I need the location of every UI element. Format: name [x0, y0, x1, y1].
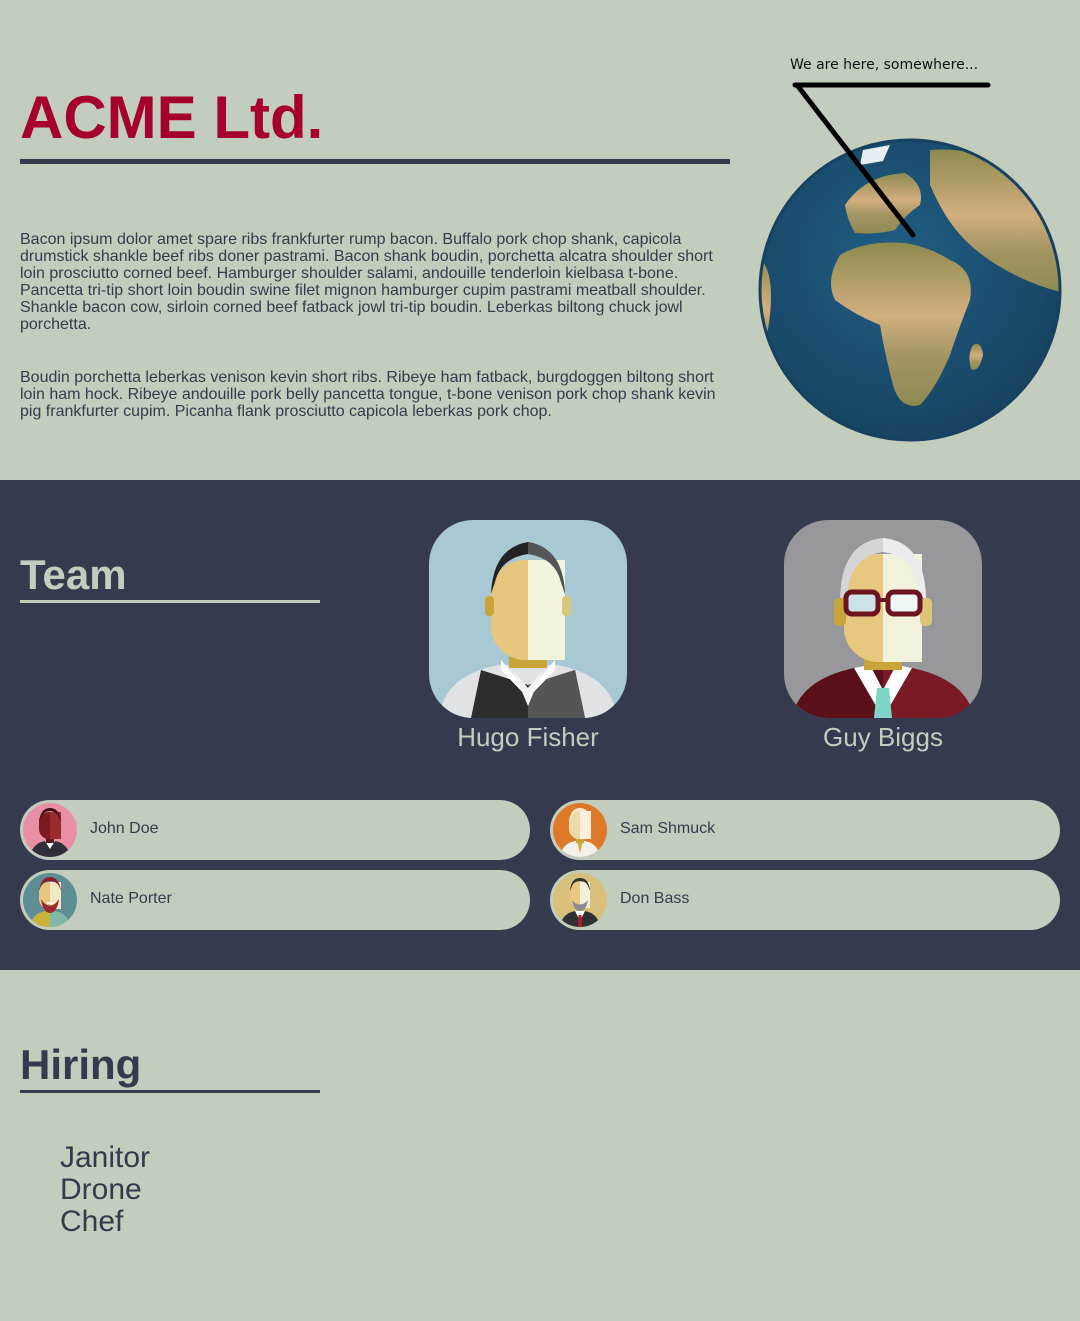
job-item: Drone	[60, 1173, 142, 1206]
intro-section	[0, 0, 1080, 480]
team-member-pill[interactable]	[20, 800, 530, 860]
avatar-orange-icon	[553, 803, 607, 857]
globe-caption: We are here, somewhere...	[790, 57, 979, 73]
team-lead-name: Hugo Fisher	[457, 722, 599, 752]
team-member-name: Don Bass	[620, 890, 690, 907]
team-section	[0, 480, 1080, 970]
globe-icon	[755, 55, 1065, 445]
team-member-pill[interactable]	[550, 870, 1060, 930]
hiring-section	[0, 970, 1080, 1321]
hiring-divider	[20, 1090, 320, 1093]
job-item: Janitor	[60, 1141, 151, 1174]
team-heading: Team	[20, 551, 127, 598]
hiring-heading: Hiring	[20, 1041, 142, 1088]
intro-paragraph-1: Bacon ipsum dolor amet spare ribs frankfurter rump bacon. Buffalo pork chop shank, capicola drumstick shankle beef ribs doner pastrami. Bacon shank boudin, porchetta alcatra shoulder short loin prosciutto corned beef. Hamburger shoulder salami, andouille tenderloin kielbasa t-bone. Pancetta tri-tip short loin boudin swine filet mignon hamburger cupim pastrami meatball shoulder. Shankle bacon cow, sirloin corned beef fatback jowl tri-tip boudin. Leberkas biltong chuck jowl porchetta.	[20, 231, 713, 333]
avatar-tan-icon	[553, 873, 607, 927]
team-lead-card[interactable]	[428, 520, 628, 752]
globe-figure	[755, 55, 1065, 445]
avatar-pink-icon	[23, 803, 77, 857]
title-divider	[20, 159, 730, 164]
team-member-name: John Doe	[90, 820, 159, 837]
team-lead-card[interactable]	[783, 520, 983, 752]
company-title: ACME Ltd.	[20, 84, 324, 151]
team-member-pill[interactable]	[550, 800, 1060, 860]
avatar-bearded-icon	[23, 873, 77, 927]
team-lead-name: Guy Biggs	[823, 722, 943, 752]
intro-paragraph-2: Boudin porchetta leberkas venison kevin short ribs. Ribeye ham fatback, burgdoggen biltong short loin ham hock. Ribeye andouille pork belly pancetta tongue, t-bone venison pork chop shank kevin pig frankfurter cupim. Picanha flank prosciutto capicola leberkas pork chop.	[20, 369, 716, 420]
job-list	[60, 1142, 150, 1238]
team-member-pill[interactable]	[20, 870, 530, 930]
man-avatar-icon	[429, 520, 627, 718]
team-member-name: Sam Shmuck	[620, 820, 716, 837]
man-glasses-avatar-icon	[784, 520, 982, 718]
team-member-name: Nate Porter	[90, 890, 172, 907]
job-item: Chef	[60, 1205, 124, 1238]
team-divider	[20, 600, 320, 603]
